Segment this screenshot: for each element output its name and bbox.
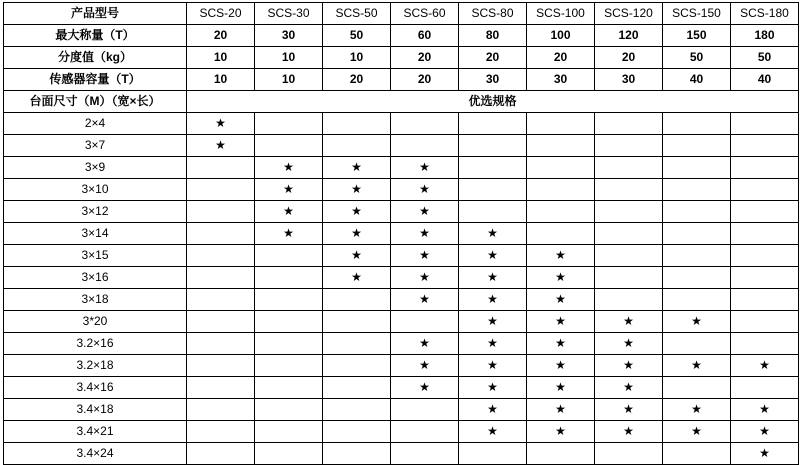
star-icon: ★ bbox=[623, 313, 634, 328]
platform-dimension-cell: 3×14 bbox=[4, 223, 187, 245]
availability-star-cell bbox=[255, 201, 323, 223]
table-body bbox=[4, 3, 799, 113]
availability-star-cell bbox=[255, 157, 323, 179]
availability-empty-cell bbox=[323, 333, 391, 355]
availability-empty-cell bbox=[663, 289, 731, 311]
availability-empty-cell bbox=[187, 223, 255, 245]
availability-star-cell bbox=[323, 267, 391, 289]
availability-empty-cell bbox=[731, 223, 799, 245]
star-icon: ★ bbox=[691, 423, 702, 438]
availability-empty-cell bbox=[459, 443, 527, 465]
star-icon: ★ bbox=[487, 423, 498, 438]
star-icon: ★ bbox=[283, 159, 294, 174]
table-row-size bbox=[4, 201, 799, 223]
star-icon: ★ bbox=[555, 401, 566, 416]
availability-empty-cell bbox=[595, 267, 663, 289]
availability-star-cell bbox=[527, 355, 595, 377]
availability-empty-cell bbox=[527, 135, 595, 157]
star-icon: ★ bbox=[351, 159, 362, 174]
availability-star-cell bbox=[663, 399, 731, 421]
star-icon: ★ bbox=[351, 181, 362, 196]
star-icon: ★ bbox=[487, 401, 498, 416]
availability-empty-cell bbox=[255, 377, 323, 399]
star-icon: ★ bbox=[555, 313, 566, 328]
star-icon: ★ bbox=[351, 269, 362, 284]
sensor-capacity-cell: 30 bbox=[595, 69, 663, 91]
availability-star-cell bbox=[527, 267, 595, 289]
platform-dimension-cell: 3×10 bbox=[4, 179, 187, 201]
availability-star-cell bbox=[255, 179, 323, 201]
star-icon: ★ bbox=[555, 291, 566, 306]
platform-dimension-cell: 3×7 bbox=[4, 135, 187, 157]
availability-empty-cell bbox=[663, 135, 731, 157]
availability-star-cell bbox=[459, 267, 527, 289]
availability-empty-cell bbox=[595, 201, 663, 223]
row-label-model: 产品型号 bbox=[4, 3, 187, 25]
availability-star-cell bbox=[527, 289, 595, 311]
star-icon: ★ bbox=[487, 379, 498, 394]
sensor-capacity-cell: 30 bbox=[459, 69, 527, 91]
availability-empty-cell bbox=[459, 157, 527, 179]
availability-empty-cell bbox=[391, 311, 459, 333]
max-capacity-cell: 80 bbox=[459, 25, 527, 47]
platform-dimension-cell: 3.4×16 bbox=[4, 377, 187, 399]
availability-empty-cell bbox=[187, 245, 255, 267]
table-row-size bbox=[4, 267, 799, 289]
star-icon: ★ bbox=[487, 247, 498, 262]
availability-empty-cell bbox=[187, 201, 255, 223]
availability-star-cell bbox=[255, 223, 323, 245]
availability-empty-cell bbox=[323, 399, 391, 421]
availability-empty-cell bbox=[459, 201, 527, 223]
star-icon: ★ bbox=[487, 357, 498, 372]
star-icon: ★ bbox=[759, 401, 770, 416]
availability-empty-cell bbox=[255, 311, 323, 333]
star-icon: ★ bbox=[555, 357, 566, 372]
preferred-spec-header: 优选规格 bbox=[187, 91, 799, 113]
availability-empty-cell bbox=[663, 201, 731, 223]
sensor-capacity-cell: 20 bbox=[391, 69, 459, 91]
table-row-size bbox=[4, 399, 799, 421]
availability-empty-cell bbox=[255, 421, 323, 443]
row-label-sensor-capacity: 传感器容量（T） bbox=[4, 69, 187, 91]
availability-star-cell bbox=[459, 245, 527, 267]
availability-empty-cell bbox=[731, 179, 799, 201]
max-capacity-cell: 180 bbox=[731, 25, 799, 47]
sensor-capacity-cell: 40 bbox=[663, 69, 731, 91]
availability-star-cell bbox=[459, 377, 527, 399]
row-label-max-capacity: 最大称量（T） bbox=[4, 25, 187, 47]
star-icon: ★ bbox=[419, 181, 430, 196]
table-row-size bbox=[4, 443, 799, 465]
availability-star-cell bbox=[459, 333, 527, 355]
sensor-capacity-cell: 20 bbox=[323, 69, 391, 91]
star-icon: ★ bbox=[555, 335, 566, 350]
table-row-division bbox=[4, 47, 799, 69]
division-cell: 10 bbox=[187, 47, 255, 69]
availability-empty-cell bbox=[323, 355, 391, 377]
availability-empty-cell bbox=[527, 223, 595, 245]
availability-star-cell bbox=[663, 355, 731, 377]
availability-empty-cell bbox=[459, 179, 527, 201]
star-icon: ★ bbox=[351, 247, 362, 262]
star-icon: ★ bbox=[759, 357, 770, 372]
availability-empty-cell bbox=[595, 223, 663, 245]
availability-empty-cell bbox=[663, 443, 731, 465]
star-icon: ★ bbox=[283, 203, 294, 218]
availability-star-cell bbox=[323, 223, 391, 245]
star-icon: ★ bbox=[623, 401, 634, 416]
star-icon: ★ bbox=[215, 137, 226, 152]
availability-star-cell bbox=[323, 201, 391, 223]
star-icon: ★ bbox=[623, 357, 634, 372]
table-row-preferred-header bbox=[4, 91, 799, 113]
availability-empty-cell bbox=[527, 157, 595, 179]
availability-empty-cell bbox=[391, 399, 459, 421]
table-row-size bbox=[4, 135, 799, 157]
table-row-size bbox=[4, 179, 799, 201]
table-row-max-capacity bbox=[4, 25, 799, 47]
specification-table bbox=[3, 2, 799, 465]
availability-star-cell bbox=[595, 311, 663, 333]
star-icon: ★ bbox=[419, 357, 430, 372]
availability-empty-cell bbox=[187, 333, 255, 355]
star-icon: ★ bbox=[555, 269, 566, 284]
division-cell: 20 bbox=[391, 47, 459, 69]
availability-empty-cell bbox=[255, 245, 323, 267]
model-cell: SCS-120 bbox=[595, 3, 663, 25]
availability-star-cell bbox=[459, 421, 527, 443]
star-icon: ★ bbox=[691, 357, 702, 372]
availability-empty-cell bbox=[187, 377, 255, 399]
star-icon: ★ bbox=[419, 247, 430, 262]
table-row-model bbox=[4, 3, 799, 25]
availability-empty-cell bbox=[391, 443, 459, 465]
division-cell: 20 bbox=[595, 47, 663, 69]
star-icon: ★ bbox=[419, 269, 430, 284]
star-icon: ★ bbox=[419, 335, 430, 350]
division-cell: 10 bbox=[255, 47, 323, 69]
availability-star-cell bbox=[187, 113, 255, 135]
platform-dimension-cell: 3×16 bbox=[4, 267, 187, 289]
availability-empty-cell bbox=[187, 179, 255, 201]
platform-dimension-cell: 3×9 bbox=[4, 157, 187, 179]
availability-empty-cell bbox=[663, 377, 731, 399]
row-label-platform-size: 台面尺寸（M）（宽×长） bbox=[4, 91, 187, 113]
model-cell: SCS-20 bbox=[187, 3, 255, 25]
availability-empty-cell bbox=[731, 377, 799, 399]
availability-star-cell bbox=[459, 223, 527, 245]
availability-star-cell bbox=[527, 399, 595, 421]
star-icon: ★ bbox=[419, 203, 430, 218]
star-icon: ★ bbox=[555, 379, 566, 394]
max-capacity-cell: 20 bbox=[187, 25, 255, 47]
platform-dimension-cell: 3.4×21 bbox=[4, 421, 187, 443]
star-icon: ★ bbox=[419, 379, 430, 394]
availability-star-cell bbox=[323, 245, 391, 267]
star-icon: ★ bbox=[691, 313, 702, 328]
availability-star-cell bbox=[527, 377, 595, 399]
availability-empty-cell bbox=[663, 113, 731, 135]
star-icon: ★ bbox=[623, 379, 634, 394]
star-icon: ★ bbox=[215, 115, 226, 130]
availability-empty-cell bbox=[187, 267, 255, 289]
availability-empty-cell bbox=[255, 135, 323, 157]
availability-empty-cell bbox=[323, 443, 391, 465]
platform-dimension-cell: 3×12 bbox=[4, 201, 187, 223]
availability-empty-cell bbox=[527, 179, 595, 201]
availability-star-cell bbox=[391, 355, 459, 377]
availability-empty-cell bbox=[663, 333, 731, 355]
availability-star-cell bbox=[459, 311, 527, 333]
star-icon: ★ bbox=[419, 159, 430, 174]
size-rows-body bbox=[4, 113, 799, 465]
availability-star-cell bbox=[527, 333, 595, 355]
availability-empty-cell bbox=[323, 421, 391, 443]
availability-empty-cell bbox=[663, 245, 731, 267]
star-icon: ★ bbox=[283, 181, 294, 196]
availability-empty-cell bbox=[527, 113, 595, 135]
availability-star-cell bbox=[731, 421, 799, 443]
availability-star-cell bbox=[527, 245, 595, 267]
availability-star-cell bbox=[595, 355, 663, 377]
star-icon: ★ bbox=[487, 269, 498, 284]
availability-empty-cell bbox=[731, 113, 799, 135]
availability-star-cell bbox=[663, 311, 731, 333]
sensor-capacity-cell: 10 bbox=[255, 69, 323, 91]
model-cell: SCS-100 bbox=[527, 3, 595, 25]
table-row-size bbox=[4, 355, 799, 377]
star-icon: ★ bbox=[759, 423, 770, 438]
availability-empty-cell bbox=[595, 245, 663, 267]
max-capacity-cell: 30 bbox=[255, 25, 323, 47]
star-icon: ★ bbox=[419, 291, 430, 306]
star-icon: ★ bbox=[555, 247, 566, 262]
division-cell: 20 bbox=[527, 47, 595, 69]
availability-empty-cell bbox=[255, 267, 323, 289]
availability-empty-cell bbox=[323, 311, 391, 333]
table-row-size bbox=[4, 311, 799, 333]
availability-empty-cell bbox=[527, 443, 595, 465]
availability-empty-cell bbox=[459, 113, 527, 135]
availability-star-cell bbox=[391, 157, 459, 179]
availability-star-cell bbox=[459, 289, 527, 311]
platform-dimension-cell: 2×4 bbox=[4, 113, 187, 135]
division-cell: 10 bbox=[323, 47, 391, 69]
availability-empty-cell bbox=[731, 157, 799, 179]
table-row-size bbox=[4, 377, 799, 399]
model-cell: SCS-30 bbox=[255, 3, 323, 25]
max-capacity-cell: 150 bbox=[663, 25, 731, 47]
star-icon: ★ bbox=[419, 225, 430, 240]
max-capacity-cell: 100 bbox=[527, 25, 595, 47]
table-row-size bbox=[4, 157, 799, 179]
platform-dimension-cell: 3.4×24 bbox=[4, 443, 187, 465]
star-icon: ★ bbox=[487, 225, 498, 240]
availability-star-cell bbox=[323, 179, 391, 201]
sensor-capacity-cell: 40 bbox=[731, 69, 799, 91]
platform-dimension-cell: 3.2×16 bbox=[4, 333, 187, 355]
availability-empty-cell bbox=[595, 179, 663, 201]
star-icon: ★ bbox=[351, 225, 362, 240]
availability-empty-cell bbox=[663, 157, 731, 179]
star-icon: ★ bbox=[487, 335, 498, 350]
sensor-capacity-cell: 10 bbox=[187, 69, 255, 91]
max-capacity-cell: 120 bbox=[595, 25, 663, 47]
availability-empty-cell bbox=[391, 421, 459, 443]
availability-empty-cell bbox=[731, 311, 799, 333]
spec-sheet bbox=[0, 2, 800, 460]
sensor-capacity-cell: 30 bbox=[527, 69, 595, 91]
availability-star-cell bbox=[391, 179, 459, 201]
star-icon: ★ bbox=[283, 225, 294, 240]
availability-empty-cell bbox=[187, 355, 255, 377]
availability-empty-cell bbox=[731, 201, 799, 223]
availability-empty-cell bbox=[187, 157, 255, 179]
availability-star-cell bbox=[731, 443, 799, 465]
platform-dimension-cell: 3×18 bbox=[4, 289, 187, 311]
model-cell: SCS-150 bbox=[663, 3, 731, 25]
availability-empty-cell bbox=[663, 179, 731, 201]
availability-empty-cell bbox=[391, 135, 459, 157]
availability-empty-cell bbox=[323, 135, 391, 157]
availability-star-cell bbox=[731, 355, 799, 377]
availability-empty-cell bbox=[187, 399, 255, 421]
availability-empty-cell bbox=[595, 443, 663, 465]
availability-empty-cell bbox=[255, 443, 323, 465]
availability-empty-cell bbox=[187, 443, 255, 465]
star-icon: ★ bbox=[487, 291, 498, 306]
availability-empty-cell bbox=[595, 135, 663, 157]
star-icon: ★ bbox=[623, 423, 634, 438]
star-icon: ★ bbox=[759, 445, 770, 460]
availability-empty-cell bbox=[391, 113, 459, 135]
model-cell: SCS-180 bbox=[731, 3, 799, 25]
division-cell: 50 bbox=[731, 47, 799, 69]
division-cell: 20 bbox=[459, 47, 527, 69]
availability-star-cell bbox=[527, 421, 595, 443]
availability-empty-cell bbox=[255, 289, 323, 311]
availability-star-cell bbox=[459, 355, 527, 377]
availability-empty-cell bbox=[255, 355, 323, 377]
table-row-size bbox=[4, 421, 799, 443]
star-icon: ★ bbox=[555, 423, 566, 438]
availability-empty-cell bbox=[595, 289, 663, 311]
model-cell: SCS-60 bbox=[391, 3, 459, 25]
availability-empty-cell bbox=[187, 311, 255, 333]
table-row-size bbox=[4, 113, 799, 135]
availability-star-cell bbox=[391, 333, 459, 355]
model-cell: SCS-80 bbox=[459, 3, 527, 25]
availability-empty-cell bbox=[187, 289, 255, 311]
division-cell: 50 bbox=[663, 47, 731, 69]
availability-star-cell bbox=[595, 377, 663, 399]
availability-empty-cell bbox=[731, 135, 799, 157]
availability-star-cell bbox=[663, 421, 731, 443]
star-icon: ★ bbox=[487, 313, 498, 328]
table-row-size bbox=[4, 333, 799, 355]
star-icon: ★ bbox=[691, 401, 702, 416]
platform-dimension-cell: 3.4×18 bbox=[4, 399, 187, 421]
star-icon: ★ bbox=[623, 335, 634, 350]
table-row-size bbox=[4, 245, 799, 267]
availability-empty-cell bbox=[731, 289, 799, 311]
availability-empty-cell bbox=[323, 113, 391, 135]
availability-empty-cell bbox=[527, 201, 595, 223]
table-row-sensor-capacity bbox=[4, 69, 799, 91]
availability-star-cell bbox=[391, 289, 459, 311]
model-cell: SCS-50 bbox=[323, 3, 391, 25]
availability-empty-cell bbox=[663, 267, 731, 289]
availability-star-cell bbox=[459, 399, 527, 421]
availability-star-cell bbox=[391, 377, 459, 399]
star-icon: ★ bbox=[351, 203, 362, 218]
availability-star-cell bbox=[527, 311, 595, 333]
availability-star-cell bbox=[595, 421, 663, 443]
availability-star-cell bbox=[391, 245, 459, 267]
availability-empty-cell bbox=[731, 333, 799, 355]
availability-empty-cell bbox=[255, 399, 323, 421]
max-capacity-cell: 50 bbox=[323, 25, 391, 47]
availability-star-cell bbox=[595, 333, 663, 355]
availability-star-cell bbox=[323, 157, 391, 179]
availability-empty-cell bbox=[595, 113, 663, 135]
platform-dimension-cell: 3.2×18 bbox=[4, 355, 187, 377]
availability-empty-cell bbox=[255, 113, 323, 135]
availability-empty-cell bbox=[663, 223, 731, 245]
availability-star-cell bbox=[391, 223, 459, 245]
availability-empty-cell bbox=[323, 377, 391, 399]
availability-empty-cell bbox=[187, 421, 255, 443]
availability-empty-cell bbox=[255, 333, 323, 355]
availability-empty-cell bbox=[731, 267, 799, 289]
availability-star-cell bbox=[187, 135, 255, 157]
row-label-division: 分度值（kg） bbox=[4, 47, 187, 69]
platform-dimension-cell: 3×15 bbox=[4, 245, 187, 267]
platform-dimension-cell: 3*20 bbox=[4, 311, 187, 333]
max-capacity-cell: 60 bbox=[391, 25, 459, 47]
availability-star-cell bbox=[391, 201, 459, 223]
availability-star-cell bbox=[731, 399, 799, 421]
table-row-size bbox=[4, 289, 799, 311]
availability-star-cell bbox=[595, 399, 663, 421]
availability-empty-cell bbox=[731, 245, 799, 267]
availability-star-cell bbox=[391, 267, 459, 289]
table-row-size bbox=[4, 223, 799, 245]
availability-empty-cell bbox=[595, 157, 663, 179]
availability-empty-cell bbox=[323, 289, 391, 311]
availability-empty-cell bbox=[459, 135, 527, 157]
